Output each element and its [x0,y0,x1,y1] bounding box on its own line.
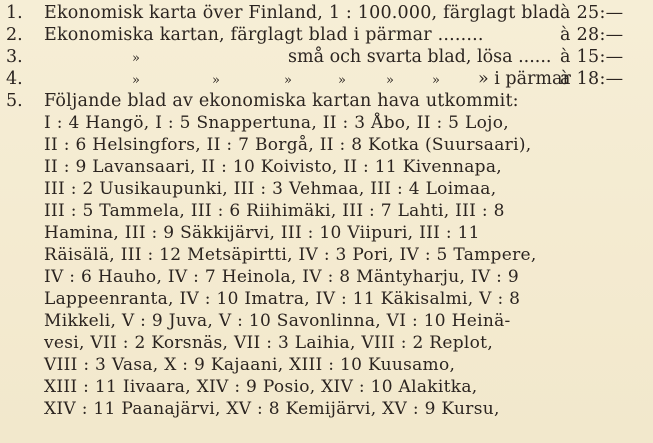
ditto-mark: » [212,73,220,88]
item-number: 3. [6,47,23,67]
map-sheets-line: XIII : 11 Iivaara, XIV : 9 Posio, XIV : 10 Alakitka, [44,377,478,397]
list-item [0,90,653,112]
ditto-mark: » [338,73,346,88]
map-sheets-line: Mikkeli, V : 9 Juva, V : 10 Savonlinna, VI : 10 Heinä- [44,311,511,331]
ditto-line [44,68,571,90]
list-item [0,24,653,46]
map-sheets-line: Lappeenranta, IV : 10 Imatra, IV : 11 Käkisalmi, V : 8 [44,289,521,309]
item-price: à 18:— [560,69,624,89]
list-item [0,68,653,90]
ditto-mark: » [432,73,440,88]
text-line [0,178,653,200]
text-line [0,288,653,310]
map-sheets-line: I : 4 Hangö, I : 5 Snappertuna, II : 3 Åbo, II : 5 Lojo, [44,113,509,133]
item-text: » i pärmar [478,69,571,89]
map-sheets-line: II : 6 Helsingfors, II : 7 Borgå, II : 8 Kotka (Suursaari), [44,135,532,155]
text-line [0,244,653,266]
map-sheets-line: vesi, VII : 2 Korsnäs, VII : 3 Laihia, VIII : 2 Replot, [44,333,494,353]
item-number: 1. [6,3,23,23]
text-line [0,310,653,332]
text-line [0,134,653,156]
price-list [0,2,653,420]
item-price: à 15:— [560,47,624,67]
ditto-mark: » [284,73,292,88]
item-price: à 25:— [560,3,624,23]
map-sheets-line: VIII : 3 Vasa, X : 9 Kajaani, XIII : 10 Kuusamo, [44,355,456,375]
ditto-mark: » [132,73,140,88]
map-sheets-line: XIV : 11 Paanajärvi, XV : 8 Kemijärvi, XV : 9 Kursu, [44,399,500,419]
text-line [0,112,653,134]
item-price: à 28:— [560,25,624,45]
ditto-mark: » [386,73,394,88]
map-sheets-line: II : 9 Lavansaari, II : 10 Koivisto, II : 11 Kivennapa, [44,157,502,177]
item-text: små och svarta blad, lösa ...... [288,47,552,67]
item-text: Följande blad av ekonomiska kartan hava utkommit: [44,91,519,111]
item-text: Ekonomiska kartan, färglagt blad i pärmar ........ [44,25,484,45]
text-line [0,332,653,354]
text-line [0,222,653,244]
item-number: 4. [6,69,23,89]
list-item [0,2,653,24]
map-sheets-line: III : 5 Tammela, III : 6 Riihimäki, III : 7 Lahti, III : 8 [44,201,505,221]
text-line [0,200,653,222]
text-line [0,398,653,420]
ditto-line [44,46,564,68]
text-line [0,156,653,178]
text-line [0,376,653,398]
text-line [0,266,653,288]
text-line [0,354,653,376]
item-number: 5. [6,91,23,111]
item-number: 2. [6,25,23,45]
map-sheets-line: Räisälä, III : 12 Metsäpirtti, IV : 3 Pori, IV : 5 Tampere, [44,245,537,265]
item-text: Ekonomisk karta över Finland, 1 : 100.000, färglagt blad [44,3,561,23]
ditto-mark: » [132,51,140,66]
map-sheets-line: Hamina, III : 9 Säkkijärvi, III : 10 Viipuri, III : 11 [44,223,480,243]
map-sheets-line: III : 2 Uusikaupunki, III : 3 Vehmaa, III : 4 Loimaa, [44,179,497,199]
map-sheets-line: IV : 6 Hauho, IV : 7 Heinola, IV : 8 Mäntyharju, IV : 9 [44,267,520,287]
list-item [0,46,653,68]
